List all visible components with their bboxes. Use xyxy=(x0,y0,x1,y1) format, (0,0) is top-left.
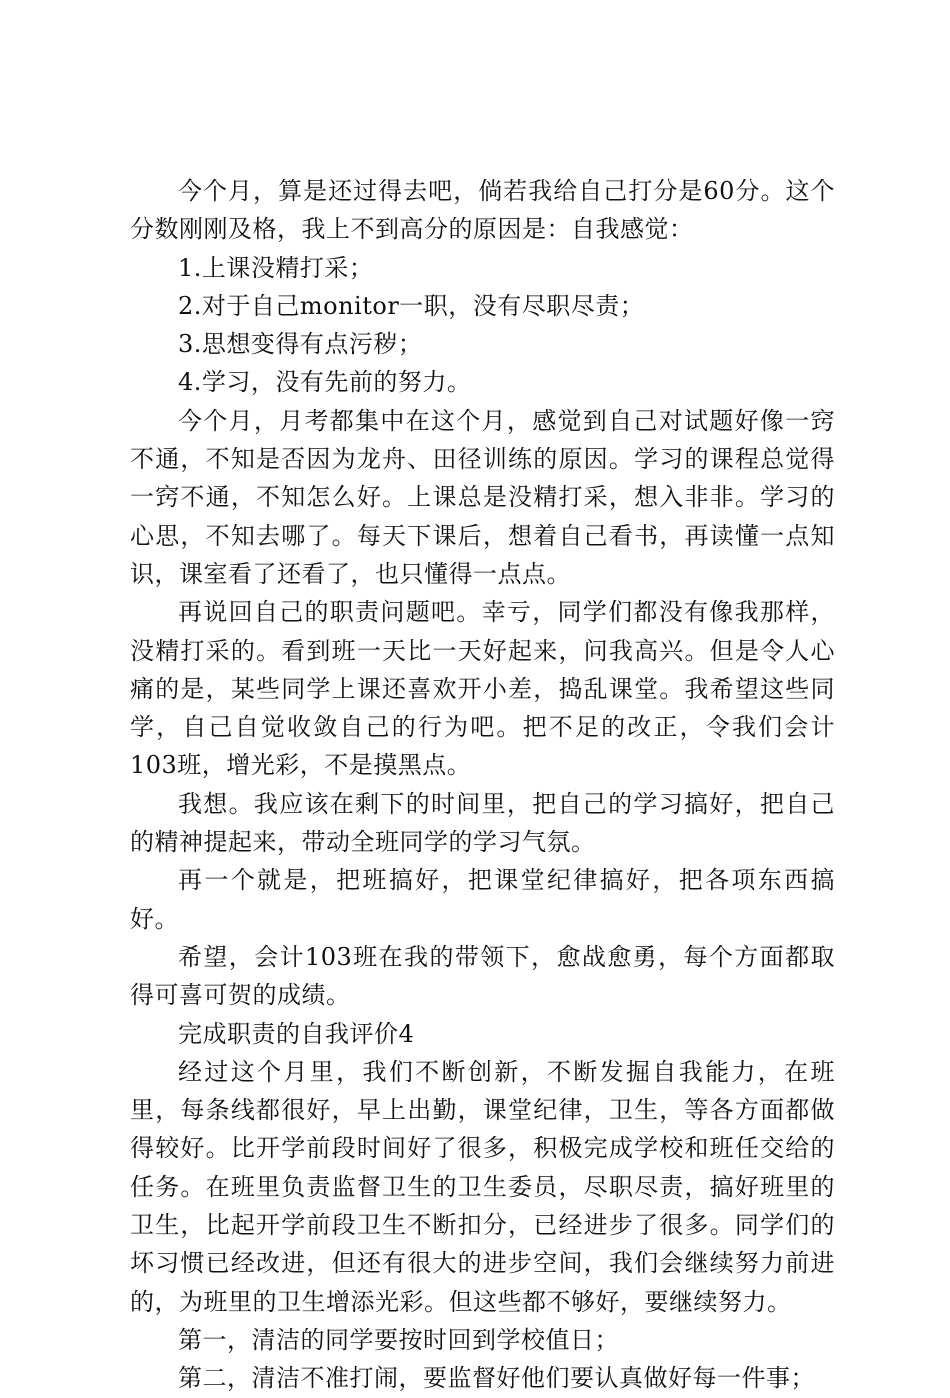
list-item-4: 4.学习，没有先前的努力。 xyxy=(178,368,472,397)
document-body xyxy=(130,172,835,1398)
paragraph-plan: 我想。我应该在剩下的时间里，把自己的学习搞好，把自己的精神提起来，带动全班同学的学习气氛。 xyxy=(130,789,835,857)
section-heading: 完成职责的自我评价4 xyxy=(178,1019,415,1048)
paragraph-hygiene-report: 经过这个月里，我们不断创新，不断发掘自我能力，在班里，每条线都很好，早上出勤，课堂纪律，卫生，等各方面都做得较好。比开学前段时间好了很多，积极完成学校和班任交给的任务。在班里负责监督卫生的卫生委员，尽职尽责，搞好班里的卫生，比起开学前段卫生不断扣分，已经进步了很多。同学们的坏习惯已经改进，但还有很大的进步空间，我们会继续努力前进的，为班里的卫生增添光彩。但这些都不够好，要继续努力。 xyxy=(130,1057,835,1316)
paragraph-monthly-exam: 今个月，月考都集中在这个月，感觉到自己对试题好像一窍不通，不知是否因为龙舟、田径训练的原因。学习的课程总觉得一窍不通，不知怎么好。上课总是没精打采，想入非非。学习的心思，不知去哪了。每天下课后，想着自己看书，再读懂一点知识，课室看了还看了，也只懂得一点点。 xyxy=(130,406,835,588)
list-item-1: 1.上课没精打采； xyxy=(178,253,374,282)
list-item-2: 2.对于自己monitor一职，没有尽职尽责； xyxy=(178,291,645,320)
paragraph-responsibility: 再说回自己的职责问题吧。幸亏，同学们都没有像我那样，没精打采的。看到班一天比一天好起来，问我高兴。但是令人心痛的是，某些同学上课还喜欢开小差，捣乱课堂。我希望这些同学，自己自觉收敛自己的行为吧。把不足的改正，令我们会计103班，增光彩，不是摸黑点。 xyxy=(130,598,835,780)
rule-item-2: 第二，清洁不准打闹，要监督好他们要认真做好每一件事； xyxy=(178,1364,815,1393)
list-item-3: 3.思想变得有点污秽； xyxy=(178,330,423,359)
rule-item-1: 第一，清洁的同学要按时回到学校值日； xyxy=(178,1325,619,1354)
paragraph-class-management: 再一个就是，把班搞好，把课堂纪律搞好，把各项东西搞好。 xyxy=(130,866,835,933)
paragraph-hope: 希望，会计103班在我的带领下，愈战愈勇，每个方面都取得可喜可贺的成绩。 xyxy=(130,942,835,1010)
paragraph-self-score: 今个月，算是还过得去吧，倘若我给自己打分是60分。这个分数刚刚及格，我上不到高分的原因是：自我感觉： xyxy=(130,177,835,244)
